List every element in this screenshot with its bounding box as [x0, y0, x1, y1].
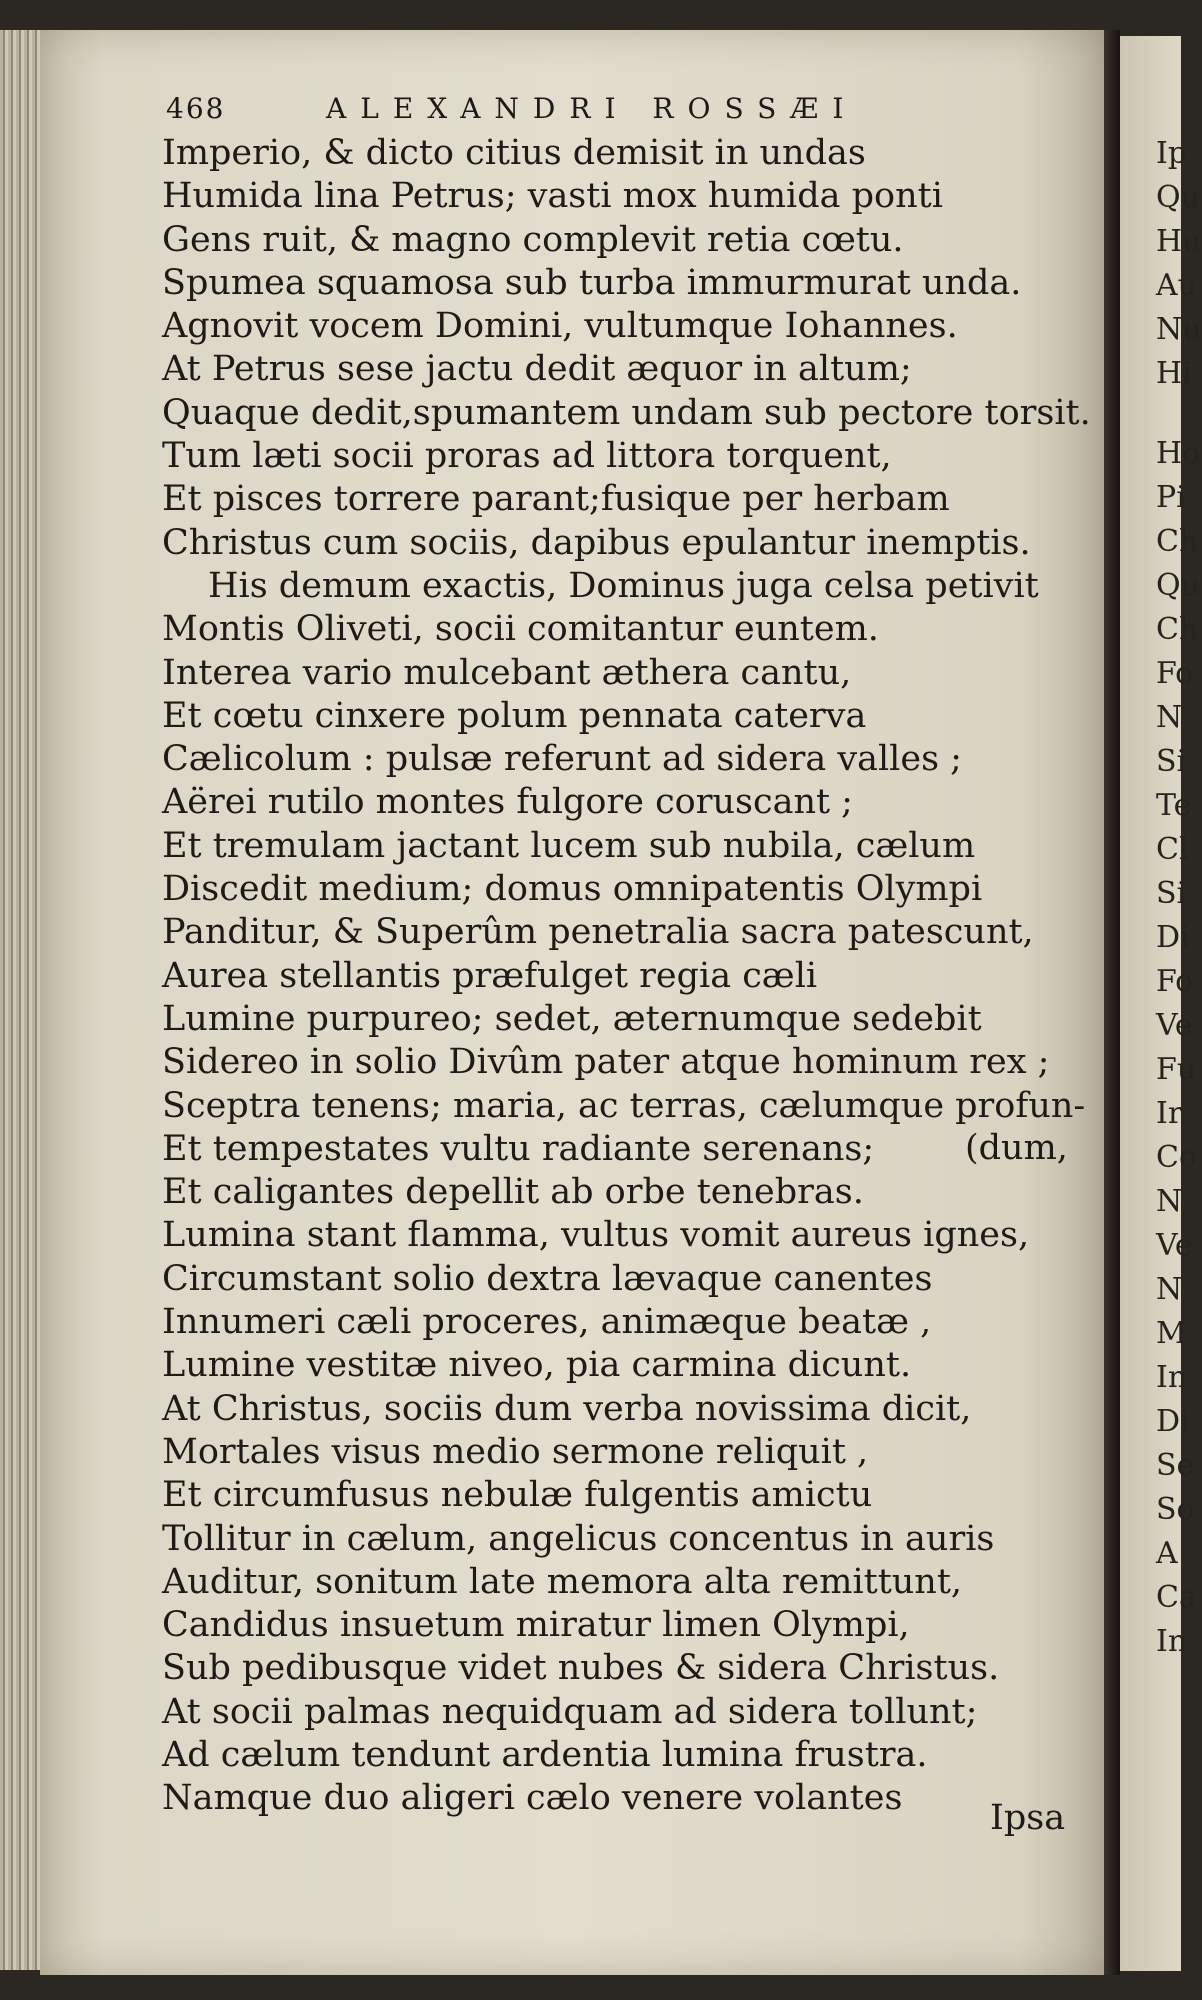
- facing-page-line: Ch: [1156, 612, 1199, 647]
- verse-line: Montis Oliveti, socii comitantur euntem.: [162, 609, 879, 650]
- facing-page-line: Ch: [1156, 524, 1199, 559]
- facing-page: [1120, 36, 1202, 1971]
- verse-line: Tollitur in cælum, angelicus concentus in auris: [162, 1518, 995, 1559]
- facing-page-line: M: [1156, 1316, 1187, 1351]
- verse-line: Cælicolum : pulsæ referunt ad sidera valles ;: [162, 739, 962, 780]
- verse-line: Discedit medium; domus omnipatentis Olympi: [162, 869, 983, 910]
- verse-line: Imperio, & dicto citius demisit in undas: [162, 133, 866, 173]
- verse-line: At Petrus sese jactu dedit æquor in altum;: [162, 349, 912, 390]
- verse-line: Gens ruit, & magno complevit retia cœtu.: [162, 219, 904, 260]
- facing-page-line: Se: [1156, 1448, 1195, 1483]
- facing-page-line: Ip: [1156, 136, 1188, 171]
- verse-text: [162, 132, 1092, 1821]
- verse-line: Quaque dedit,spumantem undam sub pectore torsit.: [162, 392, 1091, 433]
- facing-page-line: Qu: [1156, 180, 1200, 215]
- verse-line: Sceptra tenens; maria, ac terras, cælumque profun-: [162, 1085, 1086, 1126]
- facing-page-line: Si: [1156, 744, 1187, 779]
- facing-page-line: N: [1156, 700, 1183, 735]
- facing-page-line: N: [1156, 1272, 1183, 1307]
- verse-line: Et cœtu cinxere polum pennata caterva: [162, 695, 867, 736]
- facing-page-line: Co: [1156, 1140, 1198, 1175]
- facing-page-line: Di: [1156, 1404, 1190, 1439]
- verse-line: At Christus, sociis dum verba novissima dicit,: [162, 1388, 972, 1429]
- facing-page-line: Nu: [1156, 312, 1202, 347]
- facing-page-line: Ve: [1156, 1008, 1193, 1043]
- verse-line: Sidereo in solio Divûm pater atque hominum rex ;: [162, 1042, 1050, 1083]
- verse-line: Lumine vestitæ niveo, pia carmina dicunt.: [162, 1345, 912, 1386]
- running-title: ALEXANDRI ROSSÆI: [326, 92, 858, 125]
- verse-line: Spumea squamosa sub turba immurmurat unda.: [162, 262, 1022, 303]
- facing-page-line: So: [1156, 1492, 1195, 1527]
- verse-line: Lumina stant flamma, vultus vomit aureus ignes,: [162, 1215, 1030, 1256]
- verse-line: Aërei rutilo montes fulgore coruscant ;: [162, 782, 853, 823]
- facing-page-line: Ca: [1156, 1580, 1197, 1615]
- facing-page-line: Si: [1156, 876, 1187, 911]
- verse-line: Et pisces torrere parant;fusique per herbam: [162, 479, 950, 520]
- facing-page-line: Ho: [1156, 436, 1201, 471]
- verse-line: Candidus insuetum miratur limen Olympi,: [162, 1605, 910, 1646]
- verse-line: Mortales visus medio sermone reliquit ,: [162, 1431, 869, 1472]
- verse-line: Et caligantes depellit ab orbe tenebras.: [162, 1172, 864, 1213]
- facing-page-line: Fu: [1156, 1052, 1197, 1087]
- facing-page-line: In: [1156, 1624, 1188, 1659]
- book-gutter: [1104, 30, 1120, 1975]
- facing-page-line: Qu: [1156, 568, 1200, 603]
- verse-line: Tum læti socii proras ad littora torquent,: [162, 436, 892, 477]
- facing-page-line: Ir: [1156, 1096, 1183, 1131]
- facing-page-line: Cl: [1156, 832, 1189, 867]
- verse-line: Et circumfusus nebulæ fulgentis amictu: [162, 1475, 873, 1516]
- facing-page-line: N: [1156, 1184, 1183, 1219]
- verse-line: Sub pedibusque videt nubes & sidera Christus.: [162, 1648, 1000, 1689]
- verse-line: Christus cum sociis, dapibus epulantur inemptis.: [162, 522, 1031, 563]
- verse-line: Humida lina Petrus; vasti mox humida ponti: [162, 176, 943, 217]
- catchword: Ipsa: [990, 1798, 1066, 1838]
- verse-line: Aurea stellantis præfulget regia cæli: [162, 955, 818, 996]
- facing-page-line: Fo: [1156, 964, 1194, 999]
- facing-page-line: In: [1156, 1360, 1188, 1395]
- facing-page-line: Fo: [1156, 656, 1194, 691]
- facing-page-line: Ve: [1156, 1228, 1193, 1263]
- verse-line: Circumstant solio dextra lævaque canentes: [162, 1258, 933, 1299]
- verse-line: His demum exactis, Dominus juga celsa petivit: [208, 565, 1039, 606]
- page-header: [166, 92, 946, 132]
- turnover-word: (dum,: [965, 1128, 1068, 1168]
- page-number: 468: [166, 92, 226, 125]
- verse-line: Panditur, & Superûm penetralia sacra patescunt,: [162, 912, 1034, 953]
- verse-line: Interea vario mulcebant æthera cantu,: [162, 652, 852, 693]
- facing-page-line: Au: [1156, 268, 1197, 303]
- verse-line: Innumeri cæli proceres, animæque beatæ ,: [162, 1302, 932, 1343]
- verse-line: Et tempestates vultu radiante serenans;: [162, 1128, 875, 1169]
- verse-line: Agnovit vocem Domini, vultumque Iohannes.: [162, 306, 958, 347]
- facing-page-line: Te: [1156, 788, 1192, 823]
- verse-line: Lumine purpureo; sedet, æternumque sedebit: [162, 998, 982, 1039]
- facing-page-line: Hi: [1156, 356, 1192, 391]
- facing-page-line: Hu: [1156, 224, 1202, 259]
- facing-page-line: Di: [1156, 920, 1190, 955]
- verse-line: Ad cælum tendunt ardentia lumina frustra.: [162, 1734, 928, 1775]
- facing-page-line: Pi: [1156, 480, 1186, 515]
- verse-line: Namque duo aligeri cælo venere volantes: [162, 1778, 903, 1819]
- facing-page-line: A: [1156, 1536, 1178, 1571]
- verse-line: Auditur, sonitum late memora alta remittunt,: [162, 1561, 963, 1602]
- verse-line: At socii palmas nequidquam ad sidera tollunt;: [162, 1691, 978, 1732]
- verse-line: Et tremulam jactant lucem sub nubila, cælum: [162, 825, 976, 866]
